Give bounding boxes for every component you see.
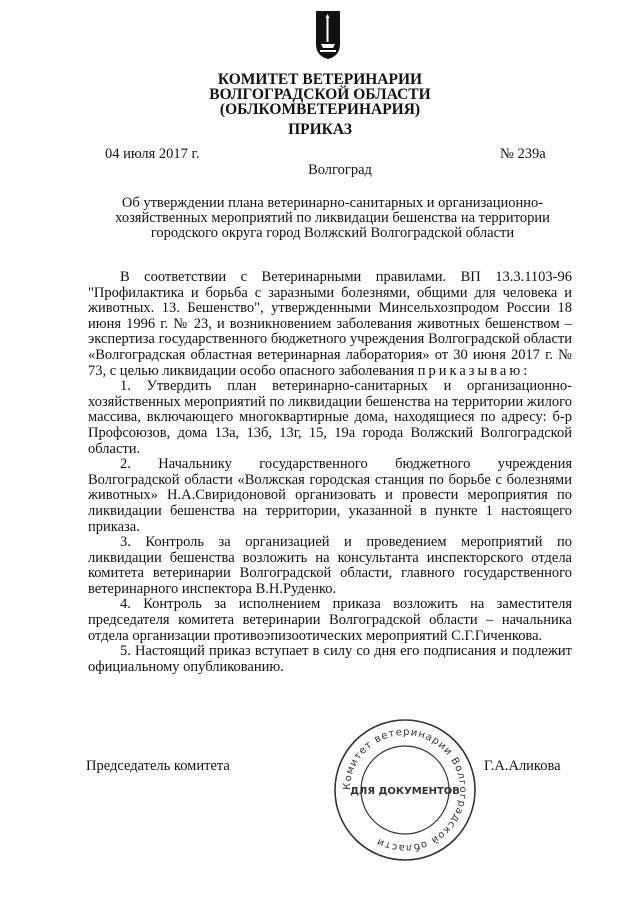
orders-word: приказываю: — [417, 362, 531, 379]
order-number: № 239а — [500, 146, 546, 162]
order-body — [88, 270, 572, 675]
intro-paragraph — [88, 270, 572, 379]
order-item-1: 1. Утвердить план ветеринарно-санитарных и организационно-хозяйственных мероприятий по ликвидации бешенства на территории жилого массива, включающего многоквартирные дома, находящиеся по адресу: б-р Профсоюзов, дома 13а, 13б, 13г, 15, 19а города Волжский Волгоградской области. — [88, 378, 572, 457]
stamp-ring-text: Комитет ветеринарии Волгоградской области — [341, 726, 469, 854]
stamp-center-text: ДЛЯ ДОКУМЕНТОВ — [350, 786, 460, 797]
intro-text: В соответствии с Ветеринарными правилами. ВП 13.3.1103-96 "Профилактика и борьба с заразными болезнями, общими для человека и животных. 13. Бешенство", утвержденными Минсельхозпродом России 18 июня 1996 г. № 23, и возникновением заболевания животных бешенством – экспертиза государственного бюджетного учреждения Волгоградской области «Волгоградская областная ветеринарная лаборатория» от 30 июня 2017 г. № 73, с целью ликвидации особо опасного заболевания — [88, 269, 572, 379]
order-city: Волгоград — [308, 162, 372, 178]
order-subject: Об утверждении плана ветеринарно-санитарных и организационно-хозяйственных мероприятий по ликвидации бешенства на территории городского округа город Волжский Волгоградской области — [115, 195, 550, 241]
signatory-name: Г.А.Аликова — [484, 758, 561, 774]
coat-of-arms-icon — [315, 10, 341, 60]
order-item-5: 5. Настоящий приказ вступает в силу со дня его подписания и подлежит официальному опубликованию. — [88, 643, 572, 675]
order-item-3: 3. Контроль за организацией и проведением мероприятий по ликвидации бешенства возложить на консультанта инспекторского отдела комитета ветеринарии Волгоградской области, главного государственного ветеринарного инспектора В.Н.Руденко. — [88, 534, 572, 597]
document-type-title: ПРИКАЗ — [288, 121, 352, 138]
official-stamp — [330, 715, 480, 865]
order-date: 04 июля 2017 г. — [105, 146, 200, 162]
org-name-line1: КОМИТЕТ ВЕТЕРИНАРИИ — [217, 71, 423, 88]
org-name-line2: ВОЛГОГРАДСКОЙ ОБЛАСТИ — [209, 86, 431, 103]
order-item-4: 4. Контроль за исполнением приказа возложить на заместителя председателя комитета ветеринарии Волгоградской области – начальника отдела организации противоэпизоотических мероприятий С.Г.Гиченкова. — [88, 596, 572, 644]
org-name-line3: (ОБЛКОМВЕТЕРИНАРИЯ) — [219, 101, 421, 118]
order-item-2: 2. Начальнику государственного бюджетного учреждения Волгоградской области «Волжская городская станция по борьбе с болезнями животных» Н.А.Свиридоновой организовать и провести мероприятия по ликвидации бешенства на территории, указанной в пункте 1 настоящего приказа. — [88, 456, 572, 535]
signatory-title: Председатель комитета — [86, 758, 230, 774]
